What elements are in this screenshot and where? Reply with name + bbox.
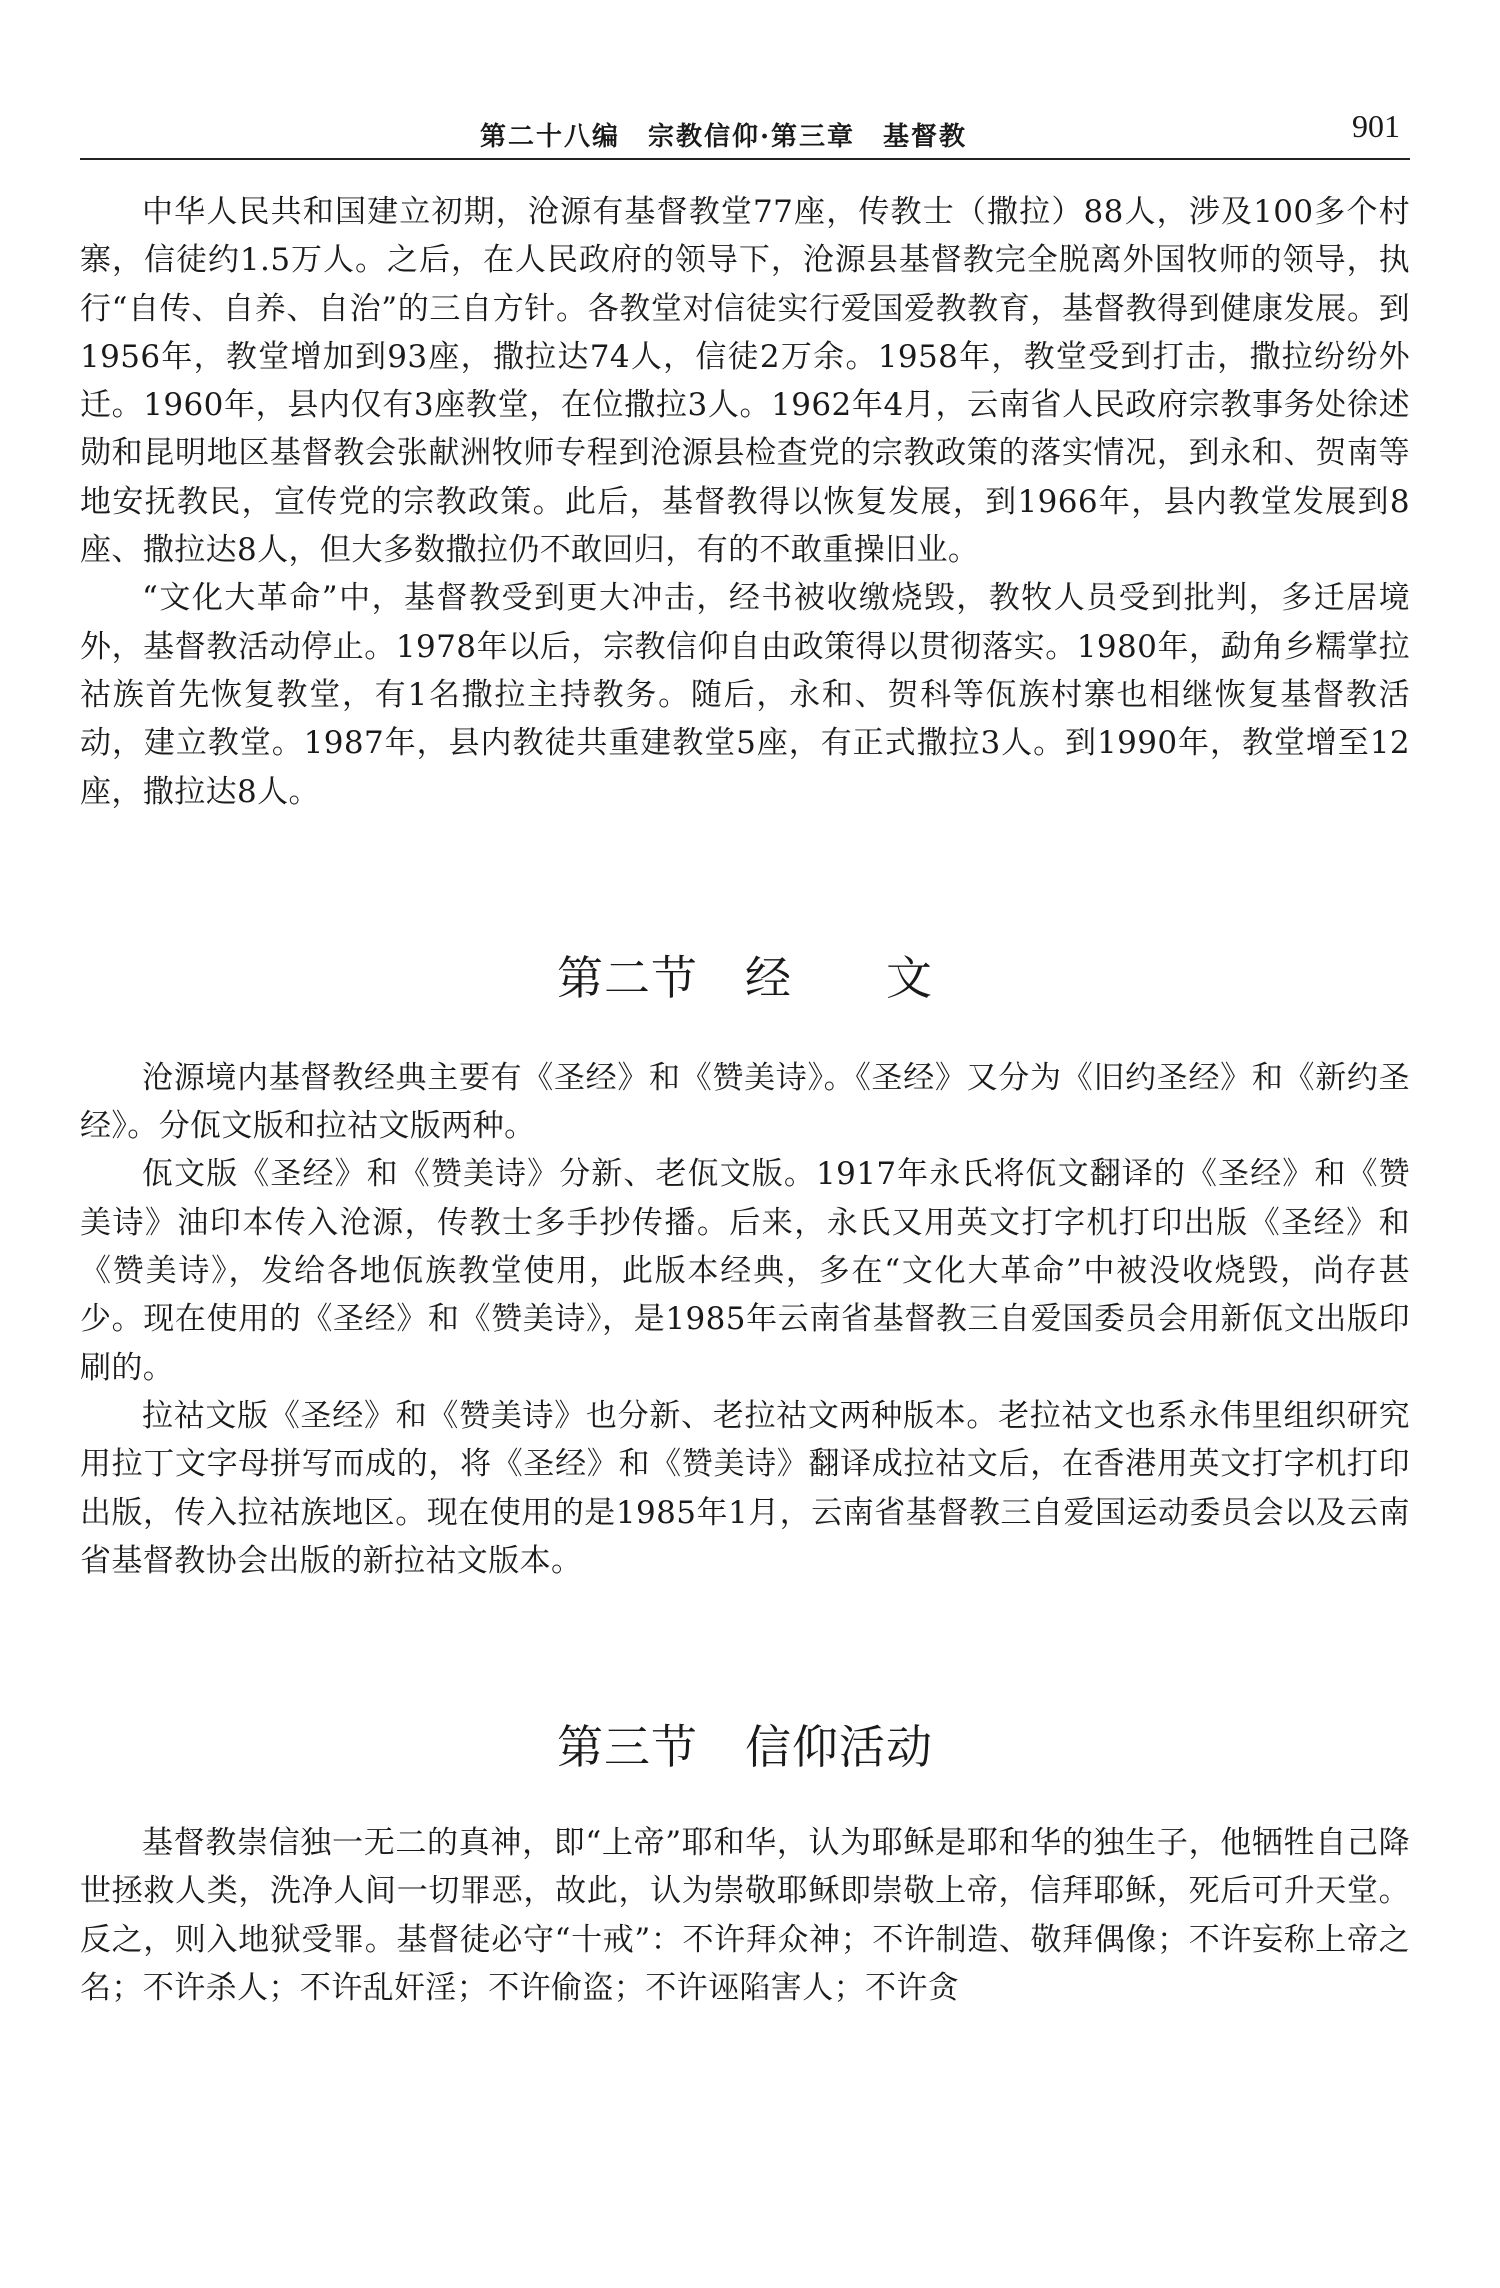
page-body: [80, 188, 1410, 2012]
paragraph: 佤文版《圣经》和《赞美诗》分新、老佤文版。1917年永氏将佤文翻译的《圣经》和《赞美诗》油印本传入沧源，传教士多手抄传播。后来，永氏又用英文打字机打印出版《圣经》和《赞美诗》，发给各地佤族教堂使用，此版本经典，多在“文化大革命”中被没收烧毁，尚存甚少。现在使用的《圣经》和《赞美诗》，是1985年云南省基督教三自爱国委员会用新佤文出版印刷的。: [80, 1156, 1410, 1386]
paragraph: 基督教崇信独一无二的真神，即“上帝”耶和华，认为耶稣是耶和华的独生子，他牺牲自己降世拯救人类，洗净人间一切罪恶，故此，认为崇敬耶稣即崇敬上帝，信拜耶稣，死后可升天堂。反之，则入地狱受罪。基督徒必守“十戒”：不许拜众神；不许制造、敬拜偶像；不许妄称上帝之名；不许杀人；不许乱奸淫；不许偷盗；不许诬陷害人；不许贪: [80, 1825, 1410, 2007]
paragraph: 拉祜文版《圣经》和《赞美诗》也分新、老拉祜文两种版本。老拉祜文也系永伟里组织研究用拉丁文字母拼写而成的，将《圣经》和《赞美诗》翻译成拉祜文后，在香港用英文打字机打印出版，传入拉祜族地区。现在使用的是1985年1月，云南省基督教三自爱国运动委员会以及云南省基督教协会出版的新拉祜文版本。: [80, 1397, 1410, 1579]
section-heading: 第三节 信仰活动: [557, 1720, 933, 1775]
running-header: [80, 108, 1410, 158]
paragraph: 中华人民共和国建立初期，沧源有基督教堂77座，传教士（撒拉）88人，涉及100多个村寨，信徒约1.5万人。之后，在人民政府的领导下，沧源县基督教完全脱离外国牧师的领导，执行“自传、自养、自治”的三自方针。各教堂对信徒实行爱国爱教教育，基督教得到健康发展。到1956年，教堂增加到93座，撒拉达74人，信徒2万余。1958年，教堂受到打击，撒拉纷纷外迁。1960年，县内仅有3座教堂，在位撒拉3人。1962年4月，云南省人民政府宗教事务处徐述勋和昆明地区基督教会张献洲牧师专程到沧源县检查党的宗教政策的落实情况，到永和、贺南等地安抚教民，宣传党的宗教政策。此后，基督教得以恢复发展，到1966年，县内教堂发展到8座、撒拉达8人，但大多数撒拉仍不敢回归，有的不敢重操旧业。: [80, 194, 1410, 569]
page-number: 901: [1352, 108, 1400, 144]
header-rule: [80, 158, 1410, 160]
section-heading: 第二节 经 文: [557, 950, 933, 1005]
paragraph: 沧源境内基督教经典主要有《圣经》和《赞美诗》。《圣经》又分为《旧约圣经》和《新约圣经》。分佤文版和拉祜文版两种。: [80, 1059, 1410, 1145]
running-header-title: 第二十八编 宗教信仰·第三章 基督教: [480, 122, 968, 152]
paragraph: “文化大革命”中，基督教受到更大冲击，经书被收缴烧毁，教牧人员受到批判，多迁居境外，基督教活动停止。1978年以后，宗教信仰自由政策得以贯彻落实。1980年，勐角乡糯掌拉祜族首先恢复教堂，有1名撒拉主持教务。随后，永和、贺科等佤族村寨也相继恢复基督教活动，建立教堂。1987年，县内教徒共重建教堂5座，有正式撒拉3人。到1990年，教堂增至12座，撒拉达8人。: [80, 580, 1410, 810]
